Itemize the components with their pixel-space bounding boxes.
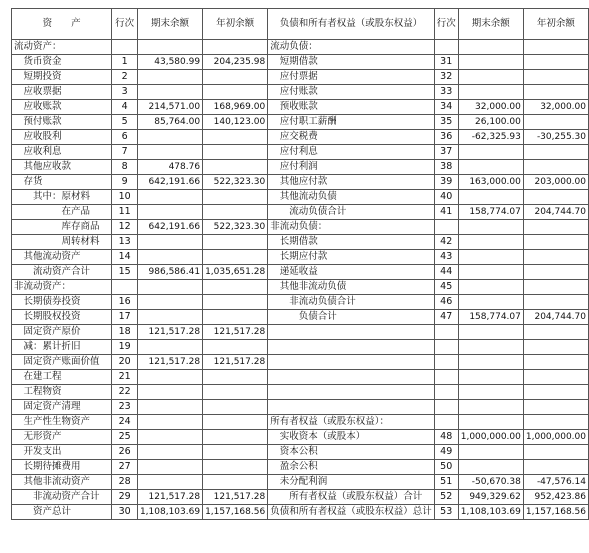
asset-ending-balance [137,235,202,250]
asset-opening-balance [203,415,268,430]
liability-opening-balance [523,325,588,340]
asset-ending-balance [137,430,202,445]
asset-label: 其他应收款 [12,160,112,175]
liability-ending-balance [458,370,523,385]
asset-label: 周转材料 [12,235,112,250]
asset-opening-balance: 522,323.30 [203,175,268,190]
table-row [12,400,589,415]
liability-ending-balance [458,55,523,70]
liability-opening-balance [523,355,588,370]
liability-ending-balance [458,280,523,295]
liability-line-no: 52 [434,490,458,505]
header-row [12,9,589,40]
liability-label [268,355,435,370]
table-row [12,220,589,235]
liability-ending-balance: 26,100.00 [458,115,523,130]
liability-ending-balance: -62,325.93 [458,130,523,145]
asset-ending-balance [137,460,202,475]
liability-ending-balance [458,385,523,400]
liability-ending-balance: 158,774.07 [458,205,523,220]
liability-opening-balance [523,340,588,355]
asset-opening-balance: 204,235.98 [203,55,268,70]
table-row [12,265,589,280]
liability-opening-balance [523,220,588,235]
asset-opening-balance [203,145,268,160]
liability-label: 所有者权益（或股东权益）： [268,415,435,430]
liability-label: 未分配利润 [268,475,435,490]
asset-line-no: 8 [112,160,138,175]
asset-opening-balance: 522,323.30 [203,220,268,235]
header-opening-balance: 年初余额 [203,9,268,40]
asset-line-no: 27 [112,460,138,475]
asset-label: 应收利息 [12,145,112,160]
asset-line-no: 1 [112,55,138,70]
header-line-no-right: 行次 [434,9,458,40]
table-row [12,115,589,130]
asset-label: 固定资产账面价值 [12,355,112,370]
liability-opening-balance [523,370,588,385]
asset-ending-balance [137,310,202,325]
asset-label: 应收票据 [12,85,112,100]
asset-opening-balance [203,400,268,415]
header-line-no: 行次 [112,9,138,40]
asset-line-no: 24 [112,415,138,430]
liability-line-no [434,40,458,55]
asset-label: 短期投资 [12,70,112,85]
table-row [12,100,589,115]
asset-label: 固定资产清理 [12,400,112,415]
table-row [12,55,589,70]
liability-opening-balance [523,400,588,415]
liability-ending-balance [458,295,523,310]
header-liabilities-equity: 负债和所有者权益（或股东权益） [268,9,435,40]
asset-label: 应收账款 [12,100,112,115]
table-row [12,460,589,475]
table-row [12,70,589,85]
asset-line-no: 12 [112,220,138,235]
asset-line-no: 10 [112,190,138,205]
liability-opening-balance: 204,744.70 [523,205,588,220]
liability-opening-balance [523,235,588,250]
liability-line-no: 32 [434,70,458,85]
asset-line-no: 23 [112,400,138,415]
asset-opening-balance [203,430,268,445]
table-row [12,145,589,160]
liability-line-no: 31 [434,55,458,70]
liability-label: 流动负债： [268,40,435,55]
table-row [12,490,589,505]
liability-line-no: 40 [434,190,458,205]
liability-opening-balance: 952,423.86 [523,490,588,505]
asset-label: 库存商品 [12,220,112,235]
asset-label: 工程物资 [12,385,112,400]
asset-opening-balance [203,445,268,460]
liability-ending-balance: 163,000.00 [458,175,523,190]
asset-ending-balance: 214,571.00 [137,100,202,115]
asset-line-no: 19 [112,340,138,355]
asset-label: 无形资产 [12,430,112,445]
asset-ending-balance: 1,108,103.69 [137,505,202,520]
table-row [12,370,589,385]
table-row [12,250,589,265]
asset-ending-balance [137,280,202,295]
header-assets: 资 产 [12,9,112,40]
asset-ending-balance [137,130,202,145]
liability-label: 应付账款 [268,85,435,100]
asset-ending-balance [137,385,202,400]
liability-opening-balance [523,460,588,475]
liability-opening-balance [523,445,588,460]
asset-opening-balance [203,160,268,175]
asset-line-no: 16 [112,295,138,310]
table-row [12,325,589,340]
liability-label: 应付职工薪酬 [268,115,435,130]
liability-line-no: 39 [434,175,458,190]
liability-opening-balance: 203,000.00 [523,175,588,190]
liability-line-no: 38 [434,160,458,175]
asset-line-no: 15 [112,265,138,280]
asset-ending-balance [137,445,202,460]
asset-ending-balance [137,205,202,220]
asset-label: 资产总计 [12,505,112,520]
liability-opening-balance [523,115,588,130]
liability-opening-balance: 1,157,168.56 [523,505,588,520]
asset-ending-balance: 121,517.28 [137,355,202,370]
asset-line-no: 17 [112,310,138,325]
liability-label [268,370,435,385]
asset-line-no: 18 [112,325,138,340]
liability-opening-balance [523,190,588,205]
asset-line-no: 5 [112,115,138,130]
liability-label [268,385,435,400]
liability-ending-balance [458,355,523,370]
liability-ending-balance [458,250,523,265]
liability-line-no [434,220,458,235]
asset-ending-balance [137,85,202,100]
asset-opening-balance: 121,517.28 [203,355,268,370]
asset-ending-balance: 121,517.28 [137,325,202,340]
table-row [12,205,589,220]
asset-ending-balance [137,340,202,355]
asset-ending-balance [137,250,202,265]
asset-line-no: 3 [112,85,138,100]
liability-opening-balance [523,55,588,70]
asset-opening-balance [203,205,268,220]
liability-line-no: 49 [434,445,458,460]
liability-ending-balance [458,70,523,85]
asset-opening-balance [203,295,268,310]
liability-label: 流动负债合计 [268,205,435,220]
asset-ending-balance: 986,586.41 [137,265,202,280]
liability-ending-balance [458,160,523,175]
liability-label: 非流动负债合计 [268,295,435,310]
asset-line-no: 29 [112,490,138,505]
asset-label: 其他非流动资产 [12,475,112,490]
liability-label: 其他应付款 [268,175,435,190]
asset-line-no [112,40,138,55]
liability-line-no: 35 [434,115,458,130]
asset-label: 长期待摊费用 [12,460,112,475]
asset-opening-balance [203,130,268,145]
asset-opening-balance [203,70,268,85]
asset-line-no: 13 [112,235,138,250]
liability-label: 其他流动负债 [268,190,435,205]
asset-ending-balance [137,400,202,415]
table-row [12,505,589,520]
liability-opening-balance [523,250,588,265]
asset-label: 存货 [12,175,112,190]
liability-label: 应付利润 [268,160,435,175]
liability-ending-balance [458,190,523,205]
liability-line-no: 47 [434,310,458,325]
asset-line-no: 30 [112,505,138,520]
asset-ending-balance [137,475,202,490]
asset-opening-balance [203,385,268,400]
table-row [12,130,589,145]
asset-line-no: 7 [112,145,138,160]
table-row [12,190,589,205]
asset-opening-balance [203,475,268,490]
asset-label: 生产性生物资产 [12,415,112,430]
liability-line-no: 37 [434,145,458,160]
liability-ending-balance [458,400,523,415]
asset-opening-balance [203,460,268,475]
asset-line-no: 11 [112,205,138,220]
asset-label: 减：累计折旧 [12,340,112,355]
liability-ending-balance [458,85,523,100]
liability-opening-balance [523,280,588,295]
liability-ending-balance [458,265,523,280]
header-ending-balance: 期末余额 [137,9,202,40]
asset-line-no [112,280,138,295]
liability-label: 长期应付款 [268,250,435,265]
liability-opening-balance [523,70,588,85]
header-ending-balance-right: 期末余额 [458,9,523,40]
asset-opening-balance [203,310,268,325]
liability-ending-balance [458,415,523,430]
asset-line-no: 20 [112,355,138,370]
liability-line-no: 34 [434,100,458,115]
liability-ending-balance [458,325,523,340]
asset-label: 货币资金 [12,55,112,70]
liability-label: 资本公积 [268,445,435,460]
asset-label: 固定资产原价 [12,325,112,340]
liability-ending-balance [458,220,523,235]
liability-opening-balance [523,40,588,55]
liability-line-no [434,340,458,355]
table-row [12,295,589,310]
liability-label: 负债和所有者权益（或股东权益）总计 [268,505,435,520]
header-opening-balance-right: 年初余额 [523,9,588,40]
asset-line-no: 25 [112,430,138,445]
asset-ending-balance [137,295,202,310]
liability-line-no: 41 [434,205,458,220]
liability-label: 递延收益 [268,265,435,280]
liability-label: 非流动负债： [268,220,435,235]
asset-opening-balance [203,190,268,205]
liability-opening-balance: 204,744.70 [523,310,588,325]
asset-line-no: 14 [112,250,138,265]
asset-opening-balance [203,370,268,385]
liability-label: 所有者权益（或股东权益）合计 [268,490,435,505]
asset-opening-balance [203,280,268,295]
asset-line-no: 28 [112,475,138,490]
liability-label [268,400,435,415]
liability-ending-balance [458,40,523,55]
asset-ending-balance: 642,191.66 [137,220,202,235]
table-row [12,340,589,355]
asset-opening-balance [203,250,268,265]
liability-line-no: 48 [434,430,458,445]
table-row [12,85,589,100]
liability-ending-balance: 158,774.07 [458,310,523,325]
asset-ending-balance [137,190,202,205]
asset-line-no: 4 [112,100,138,115]
asset-label: 其他流动资产 [12,250,112,265]
liability-line-no [434,385,458,400]
liability-ending-balance: -50,670.38 [458,475,523,490]
liability-label: 应付利息 [268,145,435,160]
table-row [12,475,589,490]
liability-line-no [434,400,458,415]
liability-ending-balance: 1,108,103.69 [458,505,523,520]
table-row [12,175,589,190]
table-row [12,355,589,370]
asset-opening-balance [203,85,268,100]
liability-ending-balance [458,460,523,475]
liability-label: 预收账款 [268,100,435,115]
liability-opening-balance [523,295,588,310]
asset-label: 开发支出 [12,445,112,460]
asset-ending-balance: 478.76 [137,160,202,175]
asset-label: 应收股利 [12,130,112,145]
asset-label: 长期股权投资 [12,310,112,325]
liability-ending-balance [458,445,523,460]
asset-ending-balance [137,370,202,385]
liability-label [268,325,435,340]
liability-label: 长期借款 [268,235,435,250]
liability-label: 应交税费 [268,130,435,145]
liability-label: 短期借款 [268,55,435,70]
asset-opening-balance: 1,035,651.28 [203,265,268,280]
table-row [12,415,589,430]
asset-label: 在产品 [12,205,112,220]
liability-line-no: 43 [434,250,458,265]
liability-label: 实收资本（或股本） [268,430,435,445]
asset-label: 预付账款 [12,115,112,130]
asset-ending-balance [137,145,202,160]
liability-line-no [434,415,458,430]
liability-opening-balance [523,85,588,100]
asset-line-no: 9 [112,175,138,190]
liability-line-no [434,370,458,385]
liability-line-no: 50 [434,460,458,475]
asset-label: 非流动资产合计 [12,490,112,505]
liability-label: 盈余公积 [268,460,435,475]
asset-label: 其中：原材料 [12,190,112,205]
asset-line-no: 6 [112,130,138,145]
liability-line-no: 44 [434,265,458,280]
liability-line-no: 42 [434,235,458,250]
asset-ending-balance: 85,764.00 [137,115,202,130]
liability-opening-balance [523,265,588,280]
asset-label: 流动资产： [12,40,112,55]
asset-opening-balance: 121,517.28 [203,490,268,505]
liability-opening-balance [523,145,588,160]
asset-ending-balance [137,415,202,430]
asset-label: 在建工程 [12,370,112,385]
asset-label: 非流动资产： [12,280,112,295]
table-row [12,385,589,400]
asset-opening-balance [203,40,268,55]
table-row [12,280,589,295]
liability-line-no: 46 [434,295,458,310]
asset-line-no: 2 [112,70,138,85]
table-row [12,40,589,55]
asset-opening-balance: 168,969.00 [203,100,268,115]
asset-opening-balance: 140,123.00 [203,115,268,130]
liability-label [268,340,435,355]
table-row [12,235,589,250]
liability-label: 负债合计 [268,310,435,325]
asset-line-no: 26 [112,445,138,460]
liability-opening-balance [523,415,588,430]
table-row [12,445,589,460]
liability-ending-balance: 1,000,000.00 [458,430,523,445]
table-row [12,310,589,325]
liability-line-no: 45 [434,280,458,295]
asset-opening-balance: 1,157,168.56 [203,505,268,520]
liability-opening-balance: -47,576.14 [523,475,588,490]
liability-ending-balance: 32,000.00 [458,100,523,115]
table-row [12,160,589,175]
liability-line-no: 53 [434,505,458,520]
liability-line-no [434,325,458,340]
liability-ending-balance [458,340,523,355]
liability-ending-balance [458,145,523,160]
liability-ending-balance: 949,329.62 [458,490,523,505]
liability-opening-balance [523,385,588,400]
asset-ending-balance [137,70,202,85]
liability-line-no [434,355,458,370]
table-row [12,430,589,445]
asset-opening-balance [203,340,268,355]
asset-ending-balance: 642,191.66 [137,175,202,190]
liability-line-no: 51 [434,475,458,490]
asset-ending-balance: 43,580.99 [137,55,202,70]
liability-opening-balance [523,160,588,175]
asset-opening-balance: 121,517.28 [203,325,268,340]
liability-label: 其他非流动负债 [268,280,435,295]
liability-ending-balance [458,235,523,250]
asset-opening-balance [203,235,268,250]
liability-opening-balance: -30,255.30 [523,130,588,145]
asset-label: 流动资产合计 [12,265,112,280]
balance-sheet-table [11,8,589,520]
liability-line-no: 33 [434,85,458,100]
liability-opening-balance: 1,000,000.00 [523,430,588,445]
liability-line-no: 36 [434,130,458,145]
liability-opening-balance: 32,000.00 [523,100,588,115]
asset-ending-balance [137,40,202,55]
asset-label: 长期债券投资 [12,295,112,310]
asset-ending-balance: 121,517.28 [137,490,202,505]
asset-line-no: 22 [112,385,138,400]
asset-line-no: 21 [112,370,138,385]
liability-label: 应付票据 [268,70,435,85]
